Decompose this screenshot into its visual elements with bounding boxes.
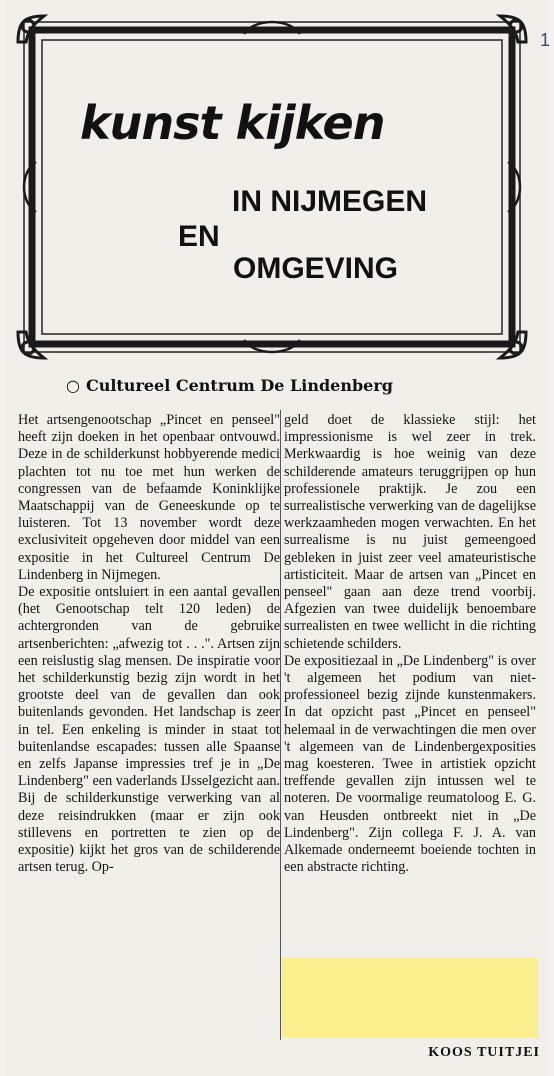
paragraph: geld doet de klassieke stijl: het impressionisme is wel zeer in trek. Merkwaardig is hoe weinig van deze schilderende amateurs teruggrijpen op hun professionele praktijk. Je zou een surrealistische verwerking van de dagelijkse werkzaamheden mogen verwachten. En het surrealisme is nu juist gemeengoed gebleken in juist zeer veel amateuristische artisticiteit. Maar de artsen van „Pincet en penseel" gaan aan deze trend voorbij. Afgezien van twee duidelijk benoembare surrealisten en twee wellicht in die richting schietende schilders. bbox=[284, 412, 536, 652]
article-left-column bbox=[18, 412, 280, 876]
headline-line-omgeving: OMGEVING bbox=[233, 252, 399, 285]
section-heading bbox=[66, 376, 393, 395]
headline-line-nijmegen: IN NIJMEGEN bbox=[232, 185, 428, 218]
author-byline: KOOS TUITJEI bbox=[428, 1045, 540, 1060]
section-title: Cultureel Centrum De Lindenberg bbox=[85, 376, 393, 395]
headline-title: kunst kijken bbox=[80, 96, 385, 150]
paragraph: De expositie ontsluiert in een aantal gevallen (het Genootschap telt 120 leden) de achtergronden van de gebruike artsenberichten: „afwezig tot . . .". Artsen zijn een reislustig slag mensen. De inspiratie voor het schilderkunstig bezig zijn wordt in het grootste deel van de gevallen dan ook buitenlands gevonden. Het landschap is zeer in tel. Een enkeling is minder in staat tot buitenlandse escapades: tussen alle Spaanse en zelfs Japanse impressies tref je in „De Lindenberg" een vaderlands IJsselgezicht aan. bbox=[18, 584, 280, 790]
circle-bullet-icon: ○ bbox=[66, 376, 80, 395]
paragraph: Bij de schilderkunstige verwerking van al deze reisindrukken (maar er zijn ook stillevens en portretten te zien op de expositie) kijkt het gros van de schilderende artsen terug. Op- bbox=[18, 790, 280, 876]
column-divider bbox=[280, 410, 281, 1040]
highlighter-mark bbox=[282, 958, 538, 1038]
paragraph: Het artsengenootschap „Pincet en penseel" heeft zijn doeken in het openbaar ontvouwd. Deze in de schilderkunst hobbyerende medici plachten tot nu toe met hun werken de congressen van de befaamde Koninklijke Maatschappij van de Geneeskunde op te luisteren. Tot 13 november wordt deze exclusiviteit opgeheven door middel van een expositie in het Cultureel Centrum De Lindenberg in Nijmegen. bbox=[18, 412, 280, 583]
headline-line-en: EN bbox=[178, 220, 220, 253]
paragraph: De expositiezaal in „De Lindenberg" is over 't algemeen het podium van niet-professioneel bezig zijnde kunstenmakers. In dat opzicht past „Pincet en penseel" helemaal in de verwachtingen die men over 't algemeen van de Lindenbergexposities mag koesteren. Twee in artistiek opzicht treffende gevallen zijn intussen wel te noteren. De voormalige reumatoloog E. G. van Heusden ontbreekt niet in „De Lindenberg". Zijn collega F. J. A. van Alkemade onderneemt boeiende tochten in een abstracte richting. bbox=[284, 652, 536, 876]
article-right-column bbox=[284, 412, 536, 876]
handwritten-mark: 1 bbox=[539, 30, 550, 50]
